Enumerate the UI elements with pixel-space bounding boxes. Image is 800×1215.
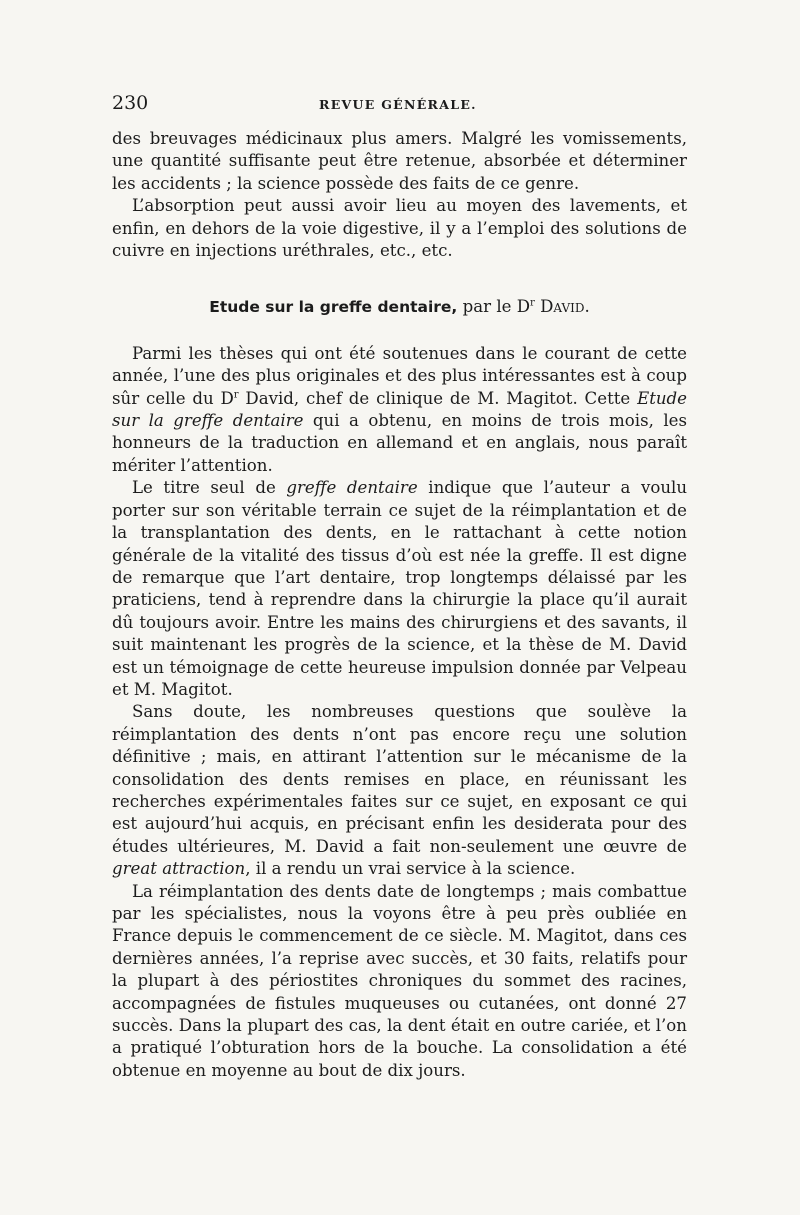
section-title-author: David.	[534, 297, 590, 317]
section-title-by: par le D	[457, 297, 531, 317]
para4-text-1: Le titre seul de	[132, 478, 287, 498]
para5-text-1: Sans doute, les nombreuses questions que soulève la réimplantation des dents n’ont pas encore reçu une solution définitive ; mais, en attirant l’attention sur le mécanisme de la consolidation des dents remises en place, en réunissant les recherches expérimentales faites sur ce sujet, en exposant ce qui est aujourd’hui acquis, en précisant enfin les desiderata pour des études ultérieures, M. David a fait non-seulement une œuvre de	[112, 702, 687, 856]
section-title-main: Etude sur la greffe dentaire,	[209, 298, 458, 317]
para3-text-1: Parmi les thèses qui ont été soutenues dans le courant de cette année, l’une des plus originales et des plus intéressantes est à coup sûr celle du D	[112, 343, 687, 408]
para5-text-2: , il a rendu un vrai service à la science.	[245, 859, 576, 879]
page-number: 230	[112, 92, 149, 114]
section-title-sup: r	[530, 297, 535, 309]
paragraph-reimplantation: La réimplantation des dents date de longtemps ; mais combattue par les spécialistes, nous la voyons être à peu près oubliée en France depuis le commencement de ce siècle. M. Magitot, dans ces dernières années, l’a reprise avec succès, et 30 faits, relatifs pour la plupart à des périostites chroniques du sommet des racines, accompagnées de fistules muqueuses ou cutanées, ont donné 27 succès. Dans la plupart des cas, la dent était en outre cariée, et l’on a pratiqué l’obturation hors de la bouche. La consolidation a été obtenue en moyenne au bout de dix jours.	[112, 881, 687, 1080]
paragraph-title-meaning	[112, 477, 687, 701]
paragraph-questions	[112, 701, 687, 880]
page-text-block	[112, 92, 687, 1082]
para3-text-2: David, chef de clinique de M. Magitot. Cette	[238, 388, 638, 408]
para5-italic: great attraction	[112, 859, 246, 879]
paragraph-theses	[112, 343, 687, 477]
para4-text-2: indique que l’auteur a voulu porter sur son véritable terrain ce sujet de la réimplantation et de la transplantation des dents, en le rattachant à cette notion générale de la vitalité des tissus d’où est née la greffe. Il est digne de remarque que l’art dentaire, trop longtemps délaissé par les praticiens, tend à reprendre dans la chirurgie la place qu’il aurait dû toujours avoir. Entre les mains des chirurgiens et des savants, il suit maintenant les progrès de la science, et la thèse de M. David est un témoignage de cette heureuse impulsion donnée par Velpeau et M. Magitot.	[112, 478, 688, 699]
page-header	[112, 92, 687, 124]
section-title	[112, 296, 687, 318]
para3-italic-title: Etude sur la greffe dentaire	[112, 388, 687, 431]
paragraph-absorption: L’absorption peut aussi avoir lieu au moyen des lavements, et enfin, en dehors de la voie digestive, il y a l’emploi des solutions de cuivre en injections uréthrales, etc., etc.	[112, 196, 687, 261]
para4-italic: greffe dentaire	[286, 478, 418, 498]
para3-sup: r	[233, 389, 239, 401]
para3-text-3: qui a obtenu, en moins de trois mois, les honneurs de la traduction en allemand et en anglais, nous paraît mériter l’attention.	[112, 411, 687, 475]
running-title: REVUE GÉNÉRALE.	[319, 97, 477, 112]
paragraph-continuation: des breuvages médicinaux plus amers. Malgré les vomissements, une quantité suffisante peut être retenue, absorbée et déterminer les accidents ; la science possède des faits de ce genre.	[112, 129, 687, 193]
